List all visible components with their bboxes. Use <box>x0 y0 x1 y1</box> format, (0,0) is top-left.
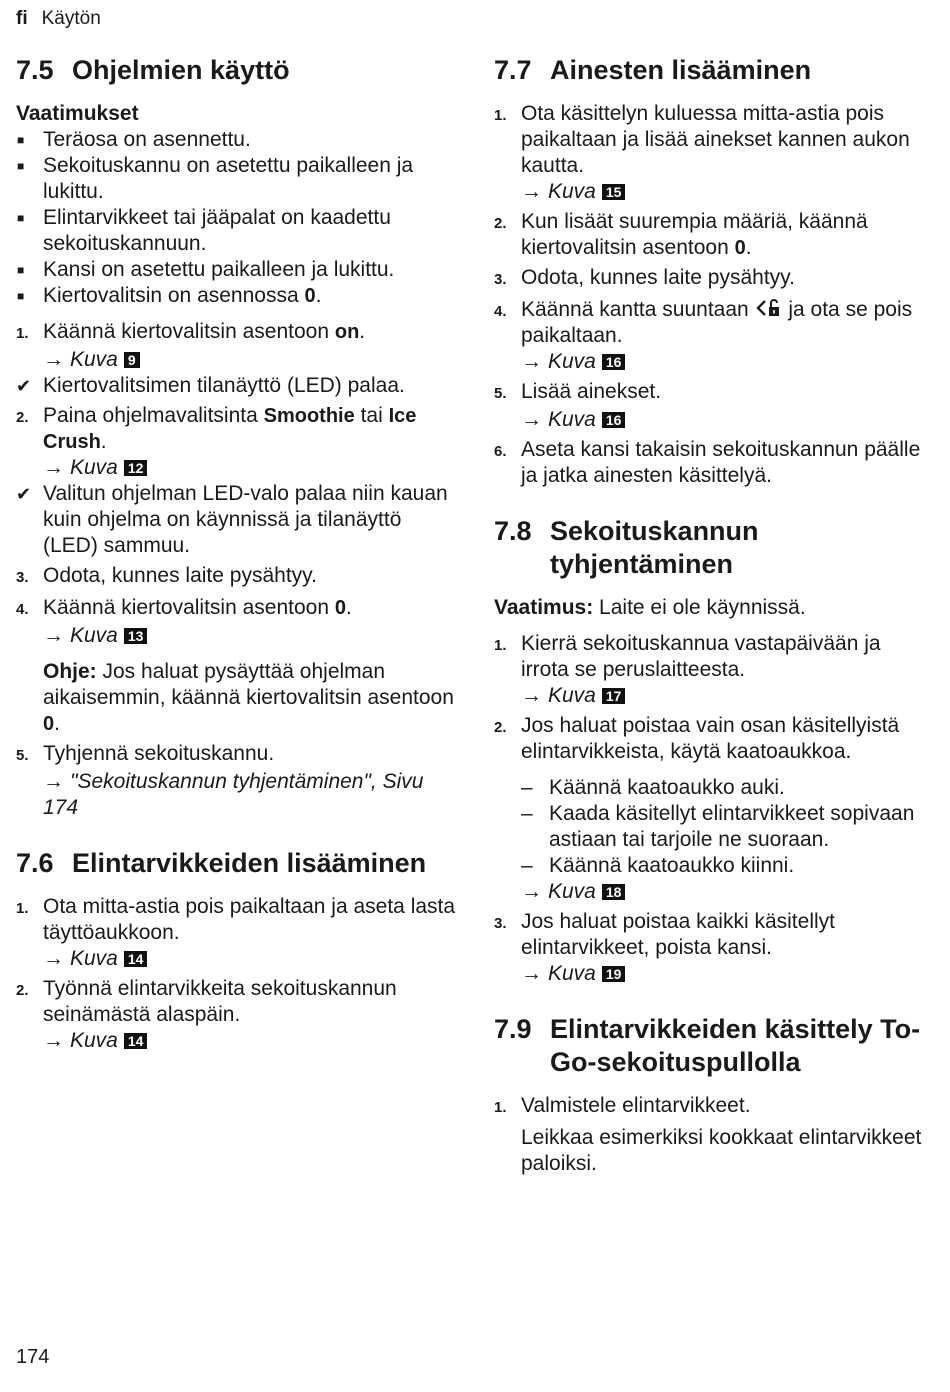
figure-reference: → Kuva 13 <box>16 623 456 649</box>
arrow-right-icon: → <box>43 624 64 647</box>
step-4: 4. Käännä kiertovalitsin asentoon 0. <box>16 596 352 619</box>
arrow-right-icon: → <box>521 408 542 431</box>
arrow-right-icon: → <box>43 456 64 479</box>
step-2: 2. Kun lisäät suurempia määriä, käännä kiertovalitsin asentoon 0. <box>494 210 868 259</box>
right-column <box>494 54 924 1177</box>
sub-step: – Käännä kaatoaukko auki. <box>521 776 785 799</box>
result: ✔ Valitun ohjelman LED-valo palaa niin kauan kuin ohjelma on käynnissä ja tilanäyttö (LED) sammuu. <box>16 482 448 557</box>
checkmark-icon: ✔ <box>16 484 32 504</box>
arrow-right-icon: → <box>521 684 542 707</box>
requirement-item: ■ Kansi on asetettu paikalleen ja lukittu. <box>17 258 395 281</box>
square-bullet-icon: ■ <box>17 159 25 173</box>
sub-step: – Kaada käsitellyt elintarvikkeet sopivaan astiaan tai tarjoile ne suoraan. <box>521 802 915 851</box>
arrow-right-icon: → <box>43 1029 64 1052</box>
figure-reference: → Kuva 18 <box>494 879 924 905</box>
arrow-right-icon: → <box>43 947 64 970</box>
figure-reference: → Kuva 14 <box>16 1028 456 1054</box>
step-1: 1. Kierrä sekoituskannua vastapäivään ja irrota se peruslaitteesta. <box>494 632 881 681</box>
step-1: 1. Ota mitta-astia pois paikaltaan ja aseta lasta täyttöaukkoon. <box>16 895 456 944</box>
step-2: 2. Työnnä elintarvikkeita sekoituskannun seinämästä alaspäin. <box>16 977 397 1026</box>
section-heading-7-7: 7.7 Ainesten lisääminen <box>494 55 812 85</box>
step-3: 3. Odota, kunnes laite pysähtyy. <box>16 564 317 587</box>
figure-reference: → Kuva 15 <box>494 179 924 205</box>
checkmark-icon: ✔ <box>16 376 32 396</box>
arrow-right-icon: → <box>521 880 542 903</box>
step-1: 1. Valmistele elintarvikkeet. <box>494 1094 751 1117</box>
section-heading-7-5: 7.5 Ohjelmien käyttö <box>16 55 290 85</box>
figure-number: 12 <box>124 460 148 476</box>
step-5: 5. Tyhjennä sekoituskannu. <box>16 742 275 765</box>
requirement-item: ■ Elintarvikkeet tai jääpalat on kaadettu sekoituskannuun. <box>17 206 391 255</box>
step-5: 5. Lisää ainekset. <box>494 380 662 403</box>
figure-reference: → Kuva 14 <box>16 946 456 972</box>
square-bullet-icon: ■ <box>17 211 25 225</box>
step-3: 3. Jos haluat poistaa kaikki käsitellyt elintarvikkeet, poista kansi. <box>494 910 835 959</box>
step-6: 6. Aseta kansi takaisin sekoituskannun päälle ja jatka ainesten käsittelyä. <box>494 438 921 487</box>
requirement-item: ■ Teräosa on asennettu. <box>17 128 251 151</box>
page-number: 174 <box>16 1346 50 1368</box>
figure-number: 14 <box>124 1033 148 1049</box>
requirement: Vaatimus: Laite ei ole käynnissä. <box>494 596 806 619</box>
note: Ohje: Jos haluat pysäyttää ohjelman aikaisemmin, käännä kiertovalitsin asentoon 0. <box>43 660 454 735</box>
step-3: 3. Odota, kunnes laite pysähtyy. <box>494 266 795 289</box>
language-code: fi <box>16 8 28 29</box>
step-2: 2. Jos haluat poistaa vain osan käsitellyistä elintarvikkeista, käytä kaatoaukkoa. <box>494 714 900 763</box>
square-bullet-icon: ■ <box>17 263 25 277</box>
step-1: 1. Käännä kiertovalitsin asentoon on. <box>16 320 366 343</box>
left-column <box>16 54 456 1054</box>
requirements-heading: Vaatimukset <box>16 102 139 125</box>
step-4: 4. Käännä kantta suuntaan ja ota se pois paikaltaan. <box>494 298 913 347</box>
figure-number: 9 <box>124 352 140 368</box>
figure-number: 19 <box>602 966 626 982</box>
figure-number: 17 <box>602 688 626 704</box>
unlock-direction-icon <box>755 298 783 318</box>
arrow-right-icon: → <box>43 770 64 793</box>
figure-reference: → Kuva 12 <box>16 455 456 481</box>
figure-number: 16 <box>602 412 626 428</box>
figure-number: 14 <box>124 951 148 967</box>
figure-number: 13 <box>124 628 148 644</box>
section-heading-7-6: 7.6 Elintarvikkeiden lisääminen <box>16 848 427 878</box>
section-heading-7-8: 7.8 Sekoituskannun tyhjentäminen <box>494 516 759 579</box>
header-title: Käytön <box>41 8 101 29</box>
figure-number: 18 <box>602 884 626 900</box>
step-1: 1. Ota käsittelyn kuluessa mitta-astia pois paikaltaan ja lisää ainekset kannen aukon kautta. <box>494 102 910 177</box>
step-detail: Leikkaa esimerkiksi kookkaat elintarvikkeet paloiksi. <box>521 1126 922 1175</box>
figure-number: 15 <box>602 184 626 200</box>
requirement-item: ■ Kiertovalitsin on asennossa 0. <box>17 284 322 307</box>
page-reference[interactable]: → "Sekoituskannun tyhjentäminen", Sivu 174 <box>43 770 424 819</box>
step-2: 2. Paina ohjelmavalitsinta Smoothie tai Ice Crush. <box>16 404 417 453</box>
figure-reference: → Kuva 17 <box>494 683 924 709</box>
figure-reference: → Kuva 16 <box>494 407 924 433</box>
figure-number: 16 <box>602 354 626 370</box>
arrow-right-icon: → <box>521 180 542 203</box>
page-header <box>16 8 101 30</box>
square-bullet-icon: ■ <box>17 289 25 303</box>
requirement-item: ■ Sekoituskannu on asetettu paikalleen ja lukittu. <box>17 154 414 203</box>
figure-reference: → Kuva 19 <box>494 961 924 987</box>
sub-step: – Käännä kaatoaukko kiinni. <box>521 854 795 877</box>
arrow-right-icon: → <box>521 350 542 373</box>
square-bullet-icon: ■ <box>17 133 25 147</box>
arrow-right-icon: → <box>521 962 542 985</box>
figure-reference: → Kuva 9 <box>16 347 456 373</box>
section-heading-7-9: 7.9 Elintarvikkeiden käsittely To-Go-sekoituspullolla <box>494 1014 921 1077</box>
arrow-right-icon: → <box>43 348 64 371</box>
figure-reference: → Kuva 16 <box>494 349 924 375</box>
result: ✔ Kiertovalitsimen tilanäyttö (LED) palaa. <box>16 374 405 397</box>
